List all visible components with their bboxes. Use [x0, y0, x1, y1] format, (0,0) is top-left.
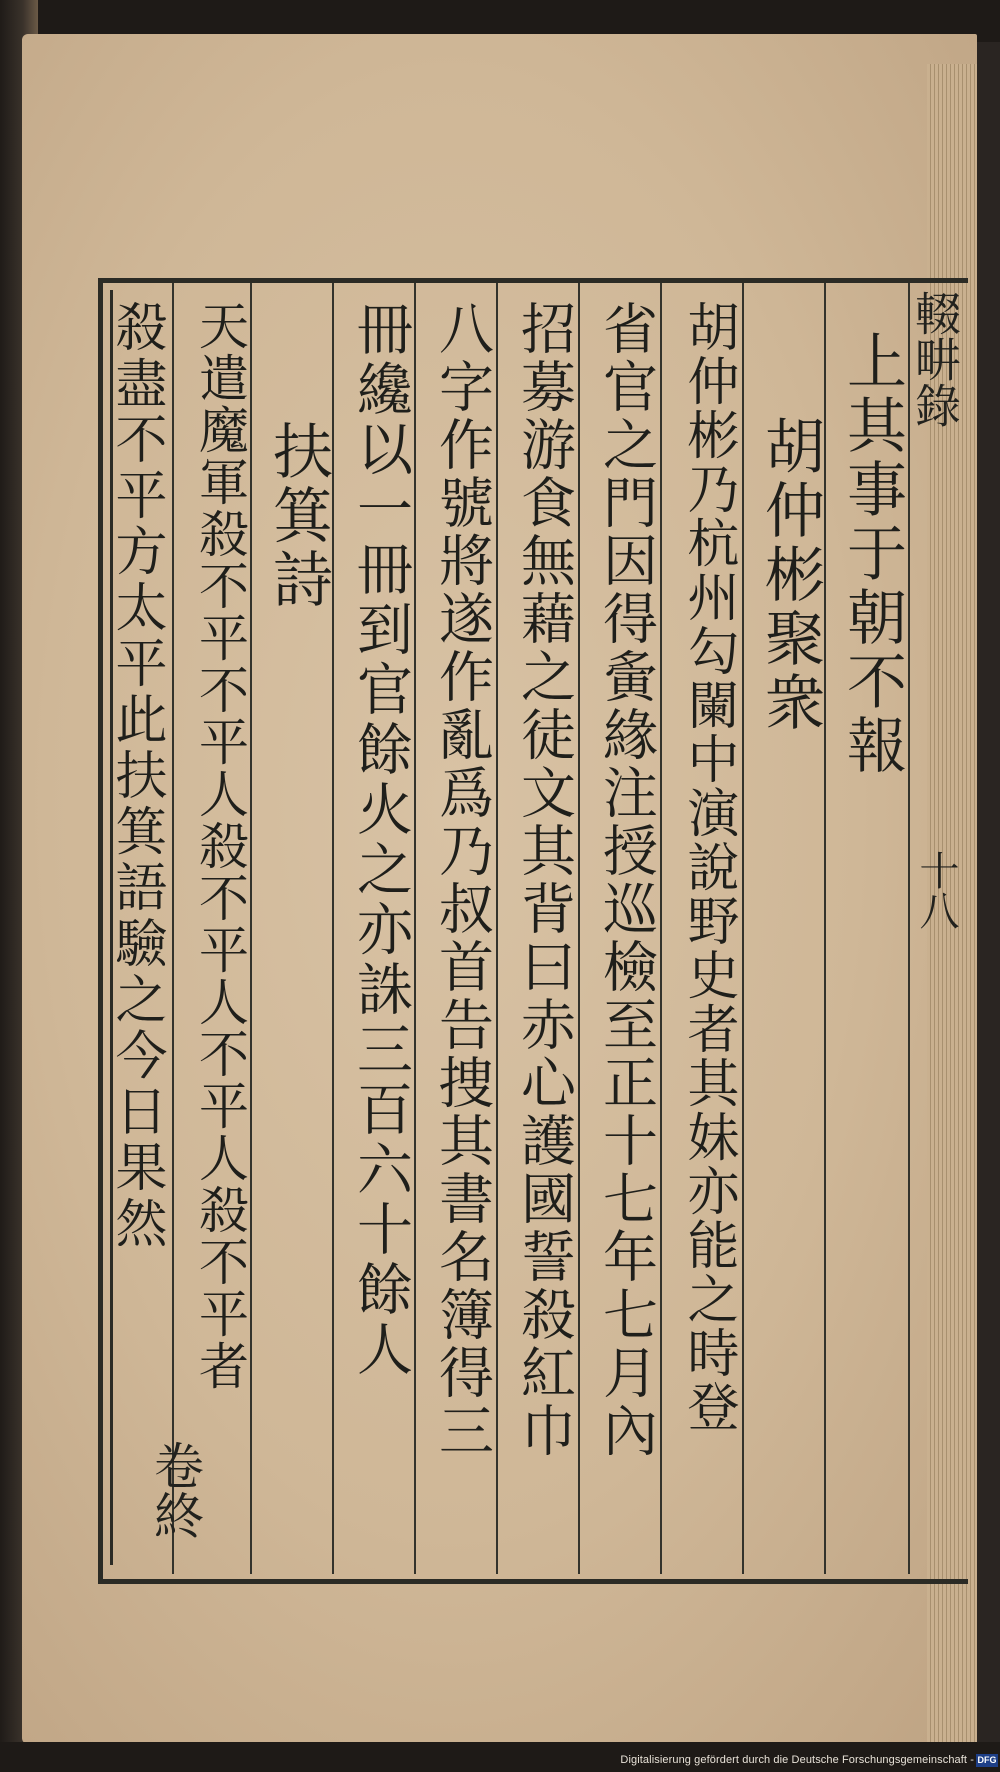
volume-end-mark: 卷終	[146, 1440, 204, 1540]
text-column-3: 胡仲彬乃杭州勾闌中演說野史者其妹亦能之時登	[678, 300, 738, 1434]
banxin-title: 輟畊錄	[908, 290, 962, 428]
text-column-2-heading: 胡仲彬聚衆	[755, 415, 825, 735]
text-column-5: 招募游食無藉之徒文其背曰赤心護國誓殺紅巾	[512, 300, 576, 1460]
dfg-logo: DFG	[977, 1755, 997, 1765]
text-column-9: 天遣魔軍殺不平不平人殺不平人不平人殺不平者	[191, 300, 249, 1392]
text-column-6: 八字作號將遂作亂爲乃叔首告捜其書名簿得三	[430, 300, 494, 1460]
text-column-7: 冊纔以一冊到官餘火之亦誅三百六十餘人	[348, 300, 413, 1380]
scan-bottom-edge	[0, 1742, 1000, 1772]
text-column-4: 省官之門因得夤緣注授巡檢至正十七年七月內	[594, 300, 658, 1460]
text-column-8-heading: 扶箕詩	[263, 420, 333, 612]
text-column-10: 殺盡不平方太平此扶箕語驗之今日果然	[106, 300, 166, 1252]
banxin-page-number: 十八	[913, 850, 959, 930]
text-column-1: 上其事于朝不報	[837, 330, 907, 778]
digitization-credit: Digitalisierung gefördert durch die Deutsche Forschungsgemeinschaft -	[620, 1754, 974, 1766]
